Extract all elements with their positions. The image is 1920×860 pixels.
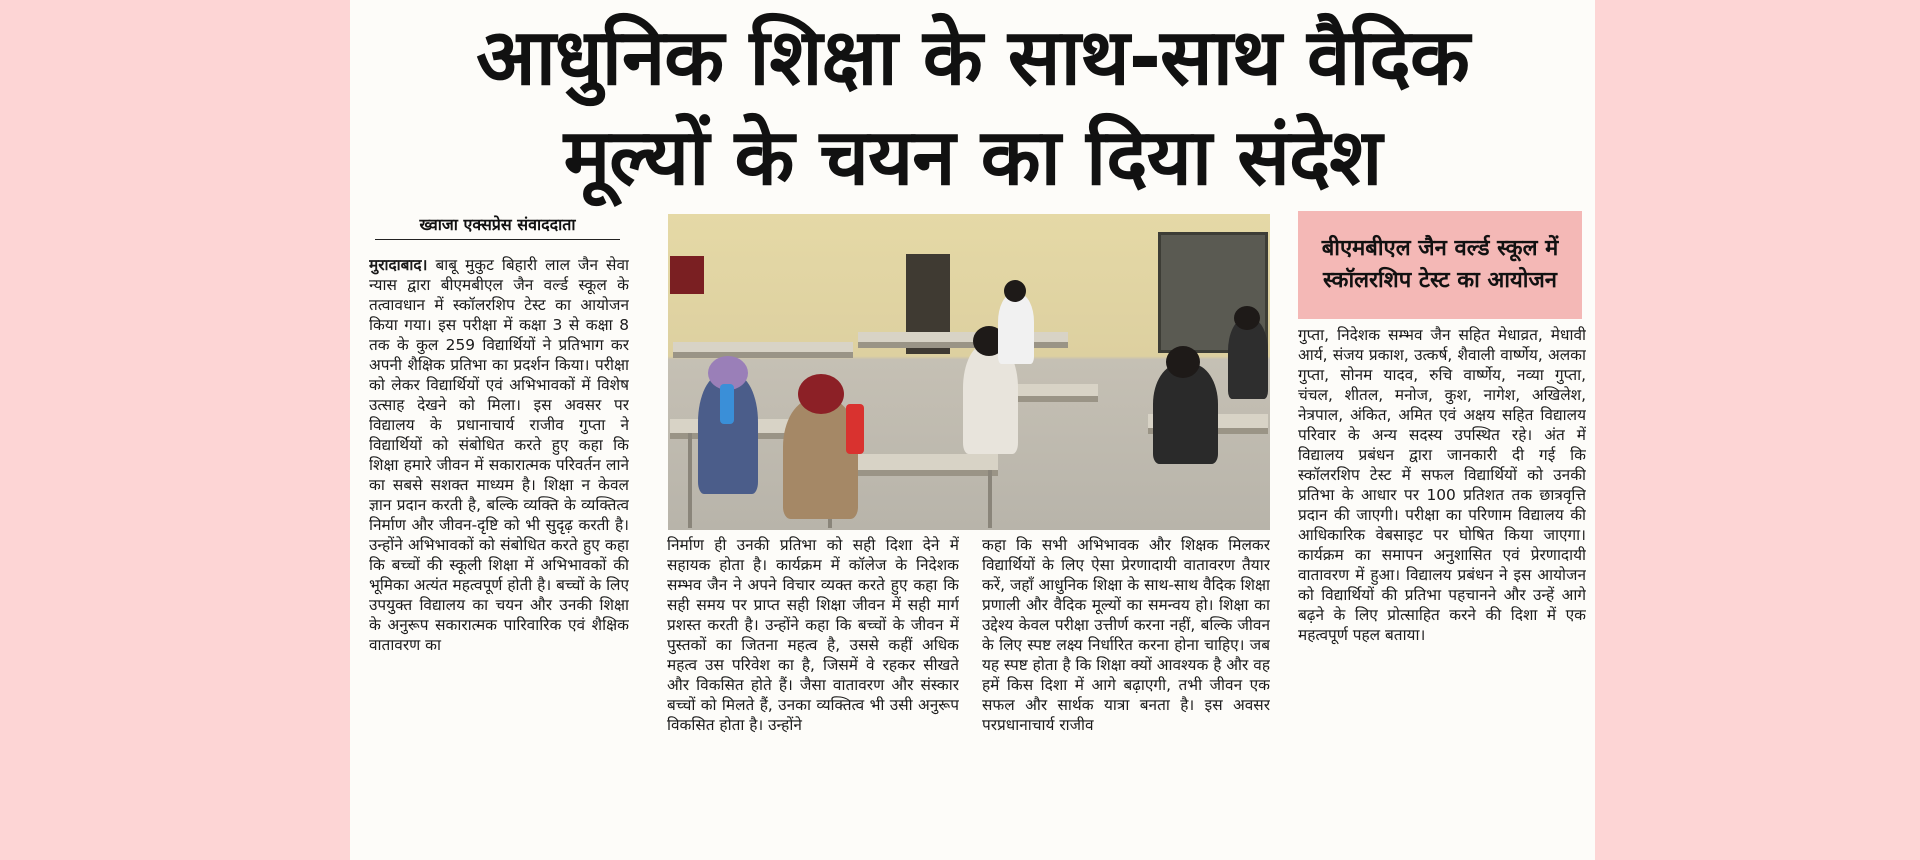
sidebox-headline	[1298, 211, 1582, 319]
headline	[350, 8, 1595, 208]
article-column-1	[369, 255, 629, 855]
student	[1228, 319, 1268, 399]
desk	[858, 332, 1068, 348]
water-bottle	[720, 384, 734, 424]
article-column-4: गुप्ता, निदेशक सम्भव जैन सहित मेधाव्रत, मेधावी आर्य, संजय प्रकाश, उत्कर्ष, शैवाली वार्ष्णेय, अलका गुप्ता, सोनम यादव, रुचि वार्ष्णेय, नव्या गुप्ता, चंचल, शीतल, मनोज, कुश, नागेश, अखिलेश, नेत्रपाल, अंकित, अमित एवं अक्षय सहित विद्यालय परिवार के अन्य सदस्य उपस्थित रहे। अंत में विद्यालय प्रबंधन द्वारा जानकारी दी गई कि स्कॉलरशिप टेस्ट में सफल विद्यार्थियों को उनकी प्रतिभा के आधार पर 100 प्रतिशत तक छात्रवृत्ति प्रदान की जाएगी। परीक्षा का परिणाम विद्यालय की आधिकारिक वेबसाइट पर घोषित किया जाएगा। कार्यक्रम का समापन अनुशासित एवं प्रेरणादायी वातावरण में हुआ। विद्यालय प्रबंधन ने इस आयोजन को विद्यार्थियों की प्रतिभा पहचानने और उन्हें आगे बढ़ने के लिए प्रोत्साहित करने की दिशा में एक महत्वपूर्ण पहल बताया।	[1298, 326, 1586, 644]
water-bottle	[846, 404, 864, 454]
dateline: मुरादाबाद।	[369, 256, 428, 274]
wall-frame	[670, 256, 704, 294]
headline-line-2: मूल्यों के चयन का दिया संदेश	[563, 113, 1382, 203]
student	[1153, 364, 1218, 464]
desk	[673, 342, 853, 358]
invigilator	[998, 294, 1034, 364]
desk-leg	[988, 470, 992, 528]
headline-line-1: आधुनिक शिक्षा के साथ-साथ वैदिक	[476, 13, 1469, 103]
desk-leg	[688, 433, 692, 528]
byline: ख्वाजा एक्सप्रेस संवाददाता	[375, 213, 620, 240]
student-head	[1166, 346, 1200, 378]
student-head	[1234, 306, 1260, 330]
invigilator-head	[1004, 280, 1026, 302]
column-1-text: बाबू मुकुट बिहारी लाल जैन सेवा न्यास द्वारा बीएमबीएल जैन वर्ल्ड स्कूल के तत्वावधान में स्कॉलरशिप टेस्ट का आयोजन किया गया। इस परीक्षा में कक्षा 3 से कक्षा 8 तक के कुल 259 विद्यार्थियों ने प्रतिभाग कर अपनी शैक्षिक प्रतिभा का प्रदर्शन किया। परीक्षा को लेकर विद्यार्थियों एवं अभिभावकों में विशेष उत्साह देखने को मिला। इस अवसर पर विद्यालय के प्रधानाचार्य राजीव गुप्ता ने विद्यार्थियों को संबोधित करते हुए कहा कि शिक्षा हमारे जीवन में सकारात्मक परिवर्तन लाने का सबसे सशक्त माध्यम है। शिक्षा न केवल ज्ञान प्रदान करती है, बल्कि व्यक्ति के व्यक्तित्व निर्माण और जीवन-दृष्टि को भी सुदृढ़ करती है। उन्होंने अभिभावकों को संबोधित करते हुए कहा कि बच्चों की स्कूली शिक्षा में अभिभावकों की भूमिका अत्यंत महत्वपूर्ण होती है। बच्चों के लिए उपयुक्त विद्यालय का चयन और उनकी शिक्षा के अनुरूप सकारात्मक पारिवारिक एवं शैक्षिक वातावरण का	[369, 256, 629, 654]
sidebox-title: बीएमबीएल जैन वर्ल्ड स्कूल में स्कॉलरशिप टेस्ट का आयोजन	[1321, 236, 1559, 293]
student-head	[798, 374, 844, 414]
newspaper-page	[350, 0, 1595, 860]
article-column-3: कहा कि सभी अभिभावक और शिक्षक मिलकर विद्यार्थियों के लिए ऐसा प्रेरणादायी वातावरण तैयार करें, जहाँ आधुनिक शिक्षा के साथ-साथ वैदिक शिक्षा प्रणाली और वैदिक मूल्यों का समन्वय हो। शिक्षा का उद्देश्य केवल परीक्षा उत्तीर्ण करना नहीं, बल्कि जीवन के लिए स्पष्ट लक्ष्य निर्धारित करना होना चाहिए। जब यह स्पष्ट होता है कि शिक्षा क्यों आवश्यक है और वह हमें किस दिशा में आगे बढ़ाएगी, तभी जीवन एक सफल और सार्थक यात्रा बनता है। इस अवसर परप्रधानाचार्य राजीव	[982, 536, 1270, 734]
article-column-2: निर्माण ही उनकी प्रतिभा को सही दिशा देने में सहायक होता है। कार्यक्रम में कॉलेज के निदेशक सम्भव जैन ने अपने विचार व्यक्त करते हुए कहा कि सही समय पर प्राप्त सही शिक्षा जीवन में सही मार्ग प्रशस्त करती है। उन्होंने कहा कि बच्चों के जीवन में पुस्तकों का जितना महत्व है, उससे कहीं अधिक महत्व उस परिवेश का है, जिसमें वे रहकर सीखते और विकसित होते हैं। जैसा वातावरण और संस्कार बच्चों को मिलते हैं, उनका व्यक्तित्व भी उसी अनुरूप विकसित होता है। उन्होंने	[667, 536, 959, 734]
classroom-exam-photo	[668, 214, 1270, 530]
